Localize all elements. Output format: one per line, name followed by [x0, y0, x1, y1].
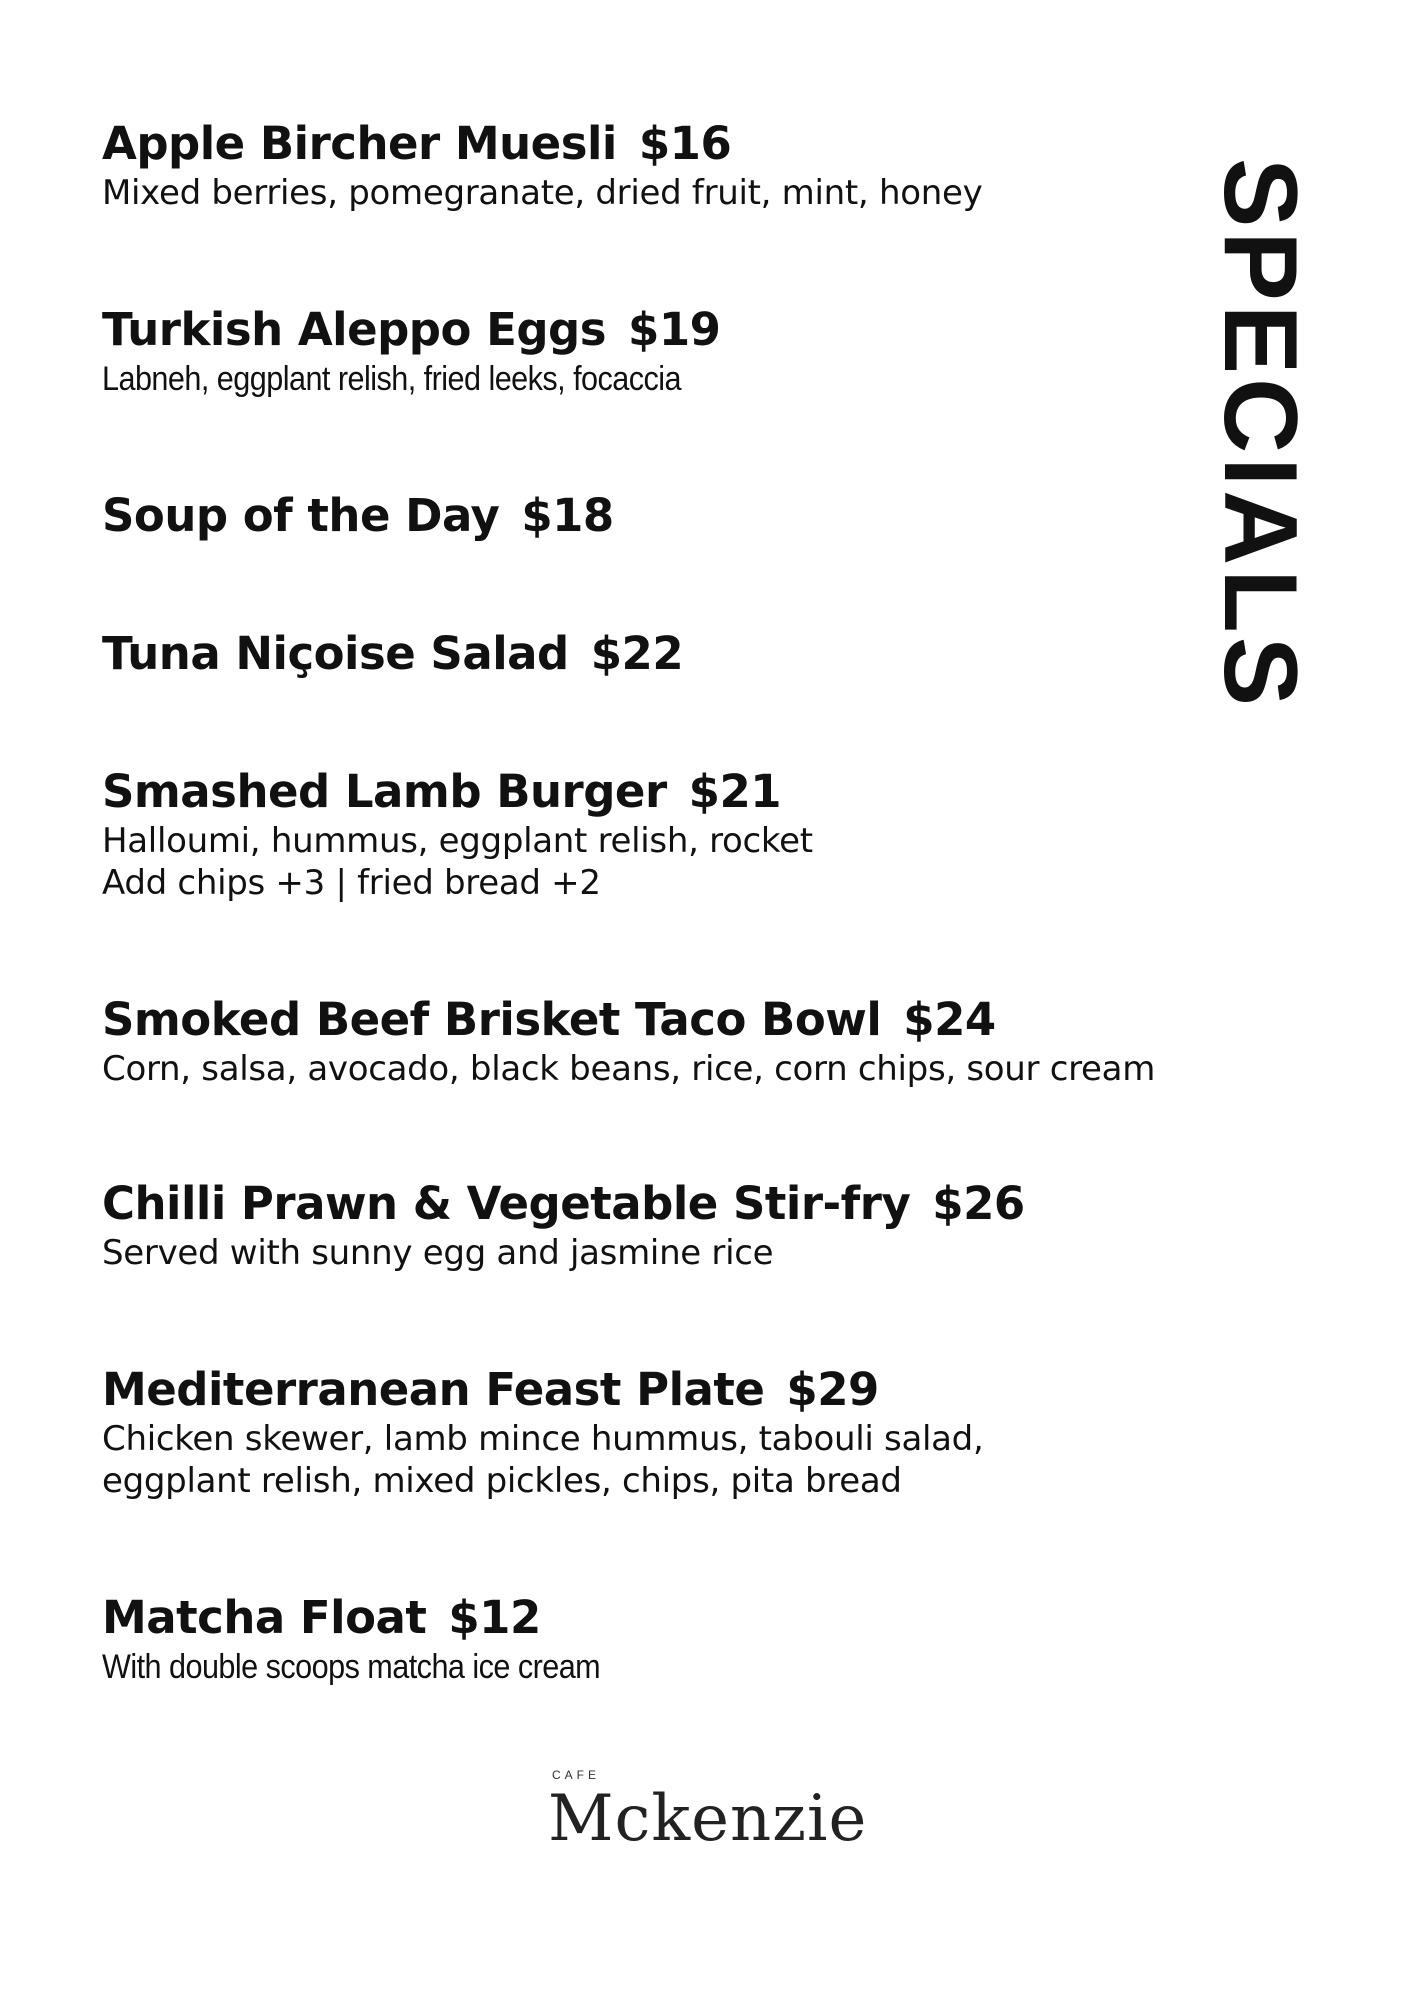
menu-item: [102, 488, 1282, 544]
item-title: [102, 992, 1282, 1048]
menu-item: [102, 1590, 1282, 1688]
item-price: $22: [590, 627, 684, 680]
item-title: [102, 488, 1282, 544]
item-name: Chilli Prawn & Vegetable Stir-fry: [102, 1177, 911, 1230]
menu-item: [102, 1176, 1282, 1274]
menu-item: [102, 626, 1282, 682]
item-addons: Add chips +3 | fried bread +2: [102, 863, 601, 903]
menu-item: [102, 764, 1282, 904]
item-title: [102, 1362, 1282, 1418]
menu-item: [102, 1362, 1282, 1502]
item-price: $12: [448, 1591, 541, 1644]
item-description: Mixed berries, pomegranate, dried fruit, mint, honey: [102, 173, 983, 213]
logo-wordmark: Mckenzie: [548, 1782, 868, 1856]
item-price: $29: [786, 1363, 879, 1416]
item-name: Apple Bircher Muesli: [102, 117, 617, 170]
specials-heading: SPECIALS: [1202, 158, 1318, 711]
menu-item: [102, 302, 1282, 400]
item-price: $21: [688, 765, 782, 818]
item-price: $18: [521, 489, 614, 542]
item-title: [102, 116, 1282, 172]
item-price: $26: [932, 1177, 1025, 1230]
item-description: Served with sunny egg and jasmine rice: [102, 1233, 774, 1273]
item-name: Smoked Beef Brisket Taco Bowl: [102, 993, 882, 1046]
logo-cafe-label: CAFE: [552, 1768, 601, 1782]
item-description: Labneh, eggplant relish, fried leeks, focaccia: [102, 360, 682, 398]
item-name: Soup of the Day: [102, 489, 500, 542]
item-name: Smashed Lamb Burger: [102, 765, 667, 818]
item-name: Tuna Niçoise Salad: [102, 627, 569, 680]
item-price: $24: [903, 993, 996, 1046]
item-name: Matcha Float: [102, 1591, 427, 1644]
item-description: Corn, salsa, avocado, black beans, rice, corn chips, sour cream: [102, 1049, 1156, 1089]
item-description: Chicken skewer, lamb mince hummus, tabouli salad,: [102, 1419, 984, 1459]
item-title: [102, 764, 1282, 820]
item-description: With double scoops matcha ice cream: [102, 1648, 601, 1686]
item-name: Mediterranean Feast Plate: [102, 1363, 765, 1416]
cafe-logo: [548, 1768, 888, 1878]
item-name: Turkish Aleppo Eggs: [102, 303, 607, 356]
item-price: $16: [638, 117, 732, 170]
item-price: $19: [628, 303, 721, 356]
menu-item: [102, 992, 1282, 1090]
item-title: [102, 302, 1282, 358]
menu-item: [102, 116, 1282, 214]
item-description-line-2: eggplant relish, mixed pickles, chips, pita bread: [102, 1461, 902, 1501]
item-title: [102, 1176, 1282, 1232]
item-title: [102, 626, 1282, 682]
item-title: [102, 1590, 1282, 1646]
item-description: Halloumi, hummus, eggplant relish, rocket: [102, 821, 813, 861]
